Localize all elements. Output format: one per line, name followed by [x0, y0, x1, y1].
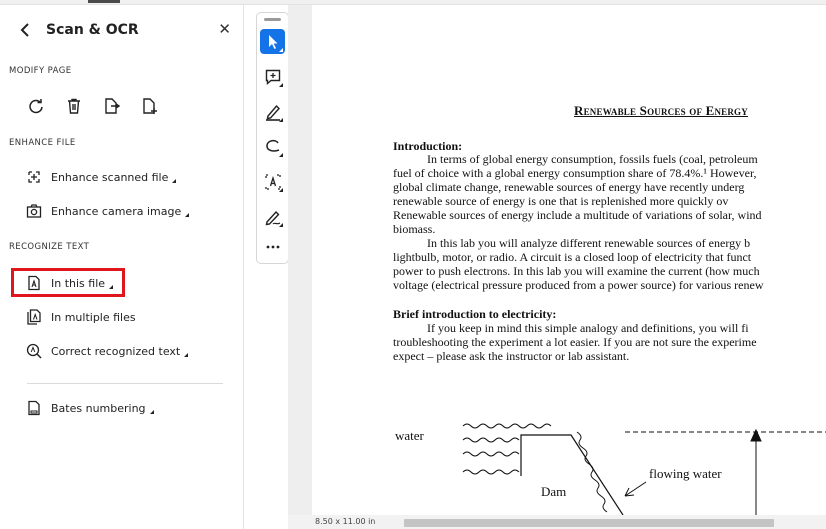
quick-tools-rail [256, 12, 289, 264]
flowing-stream [577, 432, 607, 512]
active-tab-indicator [88, 0, 120, 3]
camera-icon [26, 203, 42, 219]
in-multiple-files-label: In multiple files [51, 310, 136, 324]
intro-heading: Introduction: [393, 139, 463, 153]
lab-line: lightbulb, motor, or radio. A circuit is a closed loop of electricity that funct [393, 250, 752, 264]
page-size-readout: 8.50 x 11.00 in [315, 517, 376, 526]
flow-arrow [625, 482, 646, 496]
enhance-scanned-file-label: Enhance scanned file [51, 170, 169, 184]
panel-title: Scan & OCR [46, 22, 139, 38]
select-tool-button[interactable] [260, 29, 285, 54]
delete-icon[interactable] [65, 97, 83, 115]
ocr-in-multiple-files-button[interactable] [26, 307, 136, 327]
back-chevron-icon[interactable] [16, 21, 34, 39]
bates-numbering-label: Bates numbering [51, 401, 146, 415]
modify-page-tools [27, 97, 159, 115]
diagram-label-water: water [395, 428, 424, 443]
fill-sign-button[interactable] [260, 204, 285, 229]
dropdown-corner-icon [172, 179, 176, 183]
intro-line: renewable source of energy is one that is replenished more quickly ov [393, 194, 729, 208]
water-waves [463, 424, 551, 474]
in-this-file-label: In this file [51, 276, 106, 290]
intro-line: biomass. [393, 222, 436, 236]
dam-wall [521, 435, 623, 515]
ocr-multiple-files-icon [26, 309, 42, 325]
diagram-label-dam: Dam [541, 484, 567, 499]
horizontal-scrollbar[interactable] [404, 519, 774, 527]
intro-line: In terms of global energy consumption, fossils fuels (coal, petroleum [427, 152, 758, 166]
lab-line: In this lab you will analyze different renewable sources of energy b [427, 236, 751, 250]
lab-line: power to push electrons. In this lab you will examine the current (how much [393, 264, 760, 278]
correct-text-icon [26, 343, 42, 359]
correct-recognized-text-button[interactable] [26, 341, 188, 361]
close-icon[interactable]: ✕ [218, 20, 231, 38]
dam-water-diagram [393, 410, 826, 515]
dropdown-corner-icon [184, 353, 188, 357]
rotate-icon[interactable] [27, 97, 45, 115]
panel-header [16, 19, 231, 41]
section-modify-page: MODIFY PAGE [9, 66, 72, 76]
status-bar [288, 515, 826, 529]
enhance-scan-icon [26, 169, 42, 185]
intro-line: global climate change, renewable sources of energy have recently underg [393, 180, 745, 194]
electricity-heading: Brief introduction to electricity: [393, 307, 557, 321]
section-enhance-file: ENHANCE FILE [9, 138, 76, 148]
electricity-line: If you keep in mind this simple analogy and definitions, you will fi [427, 321, 749, 335]
extract-pages-icon[interactable] [103, 97, 121, 115]
electricity-line: expect – please ask the instructor or lab assistant. [393, 349, 630, 363]
more-tools-button[interactable] [260, 234, 285, 259]
bates-numbering-button[interactable] [26, 398, 154, 418]
enhance-camera-image-label: Enhance camera image [51, 204, 182, 218]
correct-recognized-text-label: Correct recognized text [51, 344, 181, 358]
height-arrow [751, 430, 761, 515]
document-title: Renewable Sources of Energy [574, 103, 748, 118]
electricity-line: troubleshooting the experiment a lot easier. If you are not sure the experime [393, 335, 757, 349]
more-icon [265, 244, 281, 250]
enhance-camera-image-button[interactable] [26, 201, 189, 221]
intro-line: fuel of choice with a global energy consumption share of 78.4%.¹ However, [393, 166, 757, 180]
highlight-annotation-box [11, 268, 125, 297]
insert-page-icon[interactable] [141, 97, 159, 115]
scan-ocr-panel [0, 5, 244, 529]
intro-line: Renewable sources of energy include a multitude of variations of solar, wind [393, 208, 762, 222]
draw-tool-button[interactable] [260, 134, 285, 159]
bates-icon [26, 400, 42, 416]
dropdown-corner-icon [150, 410, 154, 414]
lab-line: voltage (electrical pressure produced from a power source) for various renew [393, 278, 764, 292]
diagram-label-flowing: flowing water [649, 466, 722, 481]
dropdown-corner-icon [185, 213, 189, 217]
select-cursor-icon [266, 34, 280, 50]
document-content [393, 5, 826, 515]
rail-grip-handle[interactable] [264, 18, 281, 21]
highlight-tool-button[interactable] [260, 99, 285, 124]
add-comment-button[interactable] [260, 64, 285, 89]
text-recognition-button[interactable] [260, 169, 285, 194]
enhance-scanned-file-button[interactable] [26, 167, 176, 187]
section-recognize-text: RECOGNIZE TEXT [9, 242, 90, 252]
panel-divider [27, 383, 223, 384]
